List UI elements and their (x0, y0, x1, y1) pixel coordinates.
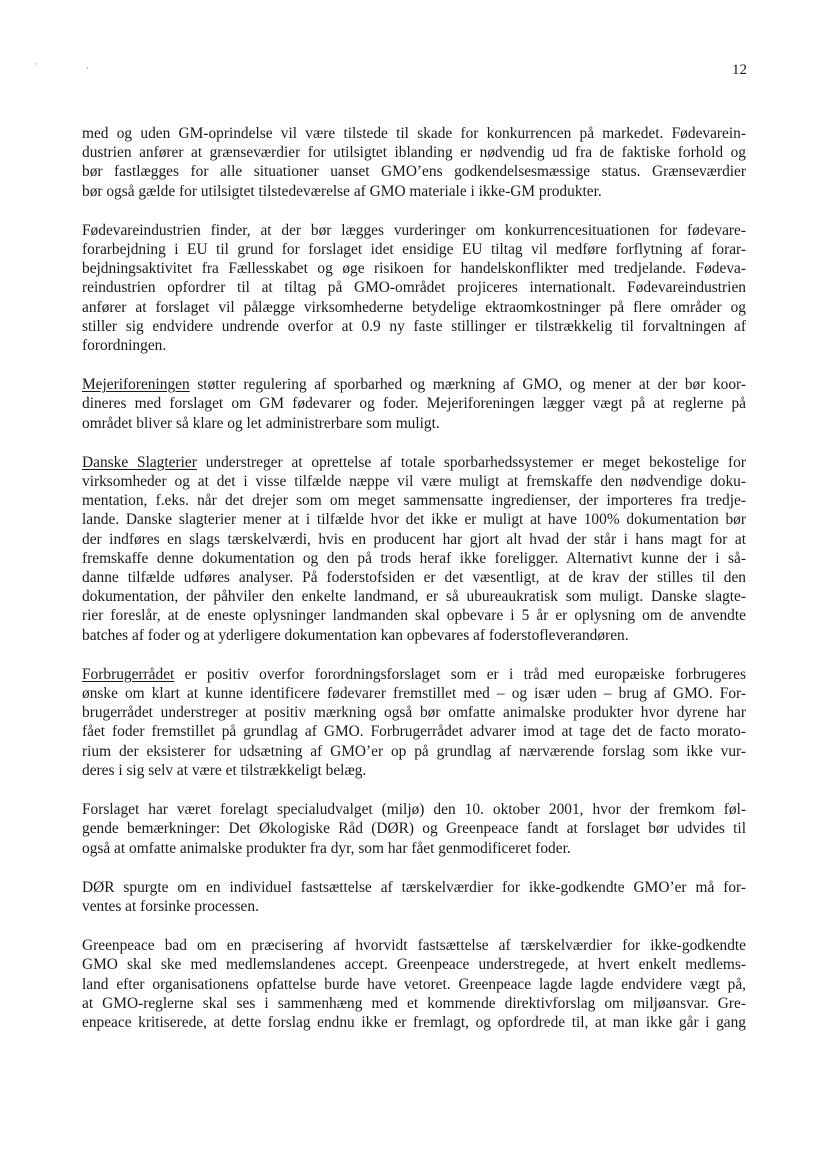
text-line: bør også gælde for utilsigtet tilstedeværelse af GMO materiale i ikke-GM produkter. (82, 182, 602, 200)
text-line (82, 453, 746, 472)
text-line: fremskaffe denne dokumentation og den på trods heraf ikke foreligger. Alternativt kunne der i så- (82, 549, 746, 567)
text-line: ønske om klart at kunne identificere fødevarer fremstillet med – og især uden – brug af GMO. For- (82, 685, 746, 703)
text-line: virksomheder og at det i visse tilfælde næppe vil være muligt at fremskaffe den nødvendige doku- (82, 473, 746, 491)
text-line: bør fastlægges for alle situationer uanset GMO’ens godkendelsesmæssige status. Grænseværdier (82, 163, 746, 181)
text-line: gende bemærkninger: Det Økologiske Råd (DØR) og Greenpeace fandt at forslaget bør udvides til (82, 820, 746, 838)
text-line: land efter organisationens opfattelse burde have vetoret. Greenpeace lagde lagde endvidere vægt på, (82, 975, 746, 993)
text-line: bejdningsaktivitet fra Fællesskabet og øge risikoen for handelskonflikter med tredjelande. Fødeva- (82, 260, 746, 278)
paragraph (82, 936, 746, 1032)
paragraph (82, 800, 746, 858)
text-line: stiller sig endvidere undrende overfor at 0.9 ny faste stillinger er tilstrækkelig til forvaltningen af (82, 317, 746, 335)
text-line: ventes at forsinke processen. (82, 897, 259, 915)
page-number: 12 (732, 62, 747, 78)
text-line: at GMO-reglerne skal ses i sammenhæng med et kommende direktivforslag om miljøansvar. Gre- (82, 994, 746, 1012)
text-line: dineres med forslaget om GM fødevarer og foder. Mejeriforeningen lægger vægt på at reglerne på (82, 395, 746, 413)
organization-name: Mejeriforeningen (82, 376, 190, 394)
text-line: deres i sig selv at være et tilstrækkeligt belæg. (82, 761, 367, 779)
text-line (82, 665, 746, 684)
text-line: danne tilfælde udføres analyser. På foderstofsiden er det væsentligt, at de krav der stilles til den (82, 569, 746, 587)
text-line: Greenpeace bad om en præcisering af hvorvidt fastsættelse af tærskelværdier for ikke-godkendte (82, 937, 746, 955)
paragraph (82, 221, 746, 355)
text-line: DØR spurgte om en individuel fastsættelse af tærskelværdier for ikke-godkendte GMO’er må for- (82, 878, 746, 896)
text-line: enpeace kritiserede, at dette forslag endnu ikke er fremlagt, og opfordrede til, at man ikke går i gang (82, 1013, 746, 1031)
text-line: forarbejdning i EU til grund for forslaget idet ensidige EU tiltag vil medføre forflytning af forar- (82, 241, 746, 259)
text-line: mentation, f.eks. når det drejer som om meget sammensatte ingredienser, der importeres fra tredje- (82, 492, 746, 510)
organization-name: Danske Slagterier (82, 453, 197, 471)
paragraph (82, 665, 746, 780)
text-fragment: understreger at oprettelse af totale sporbarhedssystemer er meget bekostelige for (196, 453, 746, 471)
organization-name: Forbrugerrådet (82, 665, 175, 683)
text-line: der indføres en slags tærskelværdi, hvis en producent har gjort alt hvad der står i hans magt for at (82, 530, 746, 548)
scan-speck: · (34, 59, 37, 69)
paragraph (82, 124, 746, 201)
text-line: dustrien anfører at grænseværdier for utilsigtet iblanding er nødvendig ud fra de faktiske forhold og (82, 144, 746, 162)
text-fragment: er positiv overfor forordningsforslaget som er i tråd med europæiske forbrugeres (174, 665, 746, 683)
paragraph (82, 375, 746, 433)
text-line: anfører at forslaget vil pålægge virksomhederne betydelige ektraomkostninger på flere områder og (82, 298, 746, 316)
text-line: også at omfatte animalske produkter fra dyr, som har fået genmodificeret foder. (82, 839, 571, 857)
text-line: brugerrådet understreger at positiv mærkning også bør omfatte animalske produkter hvor dyrene har (82, 704, 746, 722)
text-line (82, 375, 746, 394)
text-line: området bliver så klare og let administrerbare som muligt. (82, 414, 440, 432)
text-line: med og uden GM-oprindelse vil være tilstede til skade for konkurrencen på markedet. Fødevarein- (82, 125, 746, 142)
paragraph (82, 878, 746, 916)
paragraph (82, 453, 746, 645)
text-line: Fødevareindustrien finder, at der bør lægges vurderinger om konkurrencesituationen for fødevare- (82, 221, 746, 239)
text-line: rium der eksisterer for udsætning af GMO’er op på grundlag af nærværende forslag som ikke vur- (82, 742, 746, 760)
document-body (82, 124, 746, 1052)
text-line: Forslaget har været forelagt specialudvalget (miljø) den 10. oktober 2001, hvor der fremkom føl- (82, 801, 746, 819)
text-line: batches af foder og at yderligere dokumentation kan opbevares af foderstofleverandøren. (82, 626, 629, 644)
text-line: rier foreslår, at de eneste oplysninger landmanden skal opbevare i 5 år er oplysning om de anvendte (82, 607, 746, 625)
text-line: fået foder fremstillet på grundlag af GMO. Forbrugerrådet advarer imod at tage det de facto morato- (82, 723, 746, 741)
text-line: forordningen. (82, 337, 167, 355)
text-fragment: støtter regulering af sporbarhed og mærkning af GMO, og mener at der bør koor- (189, 376, 746, 394)
text-line: GMO skal ske med medlemslandenes accept. Greenpeace understregede, at hvert enkelt medlems- (82, 956, 746, 974)
scan-speck: · (86, 63, 89, 73)
text-line: reindustrien opfordrer til at tiltag på GMO-området projiceres internationalt. Fødevareindustrien (82, 279, 746, 297)
text-line: dokumentation, der påhviler den enkelte landmand, er så ubureaukratisk som muligt. Danske slagte- (82, 588, 746, 606)
text-line: lande. Danske slagterier mener at i tilfælde hvor det ikke er muligt at have 100% dokumentation bør (82, 511, 746, 529)
